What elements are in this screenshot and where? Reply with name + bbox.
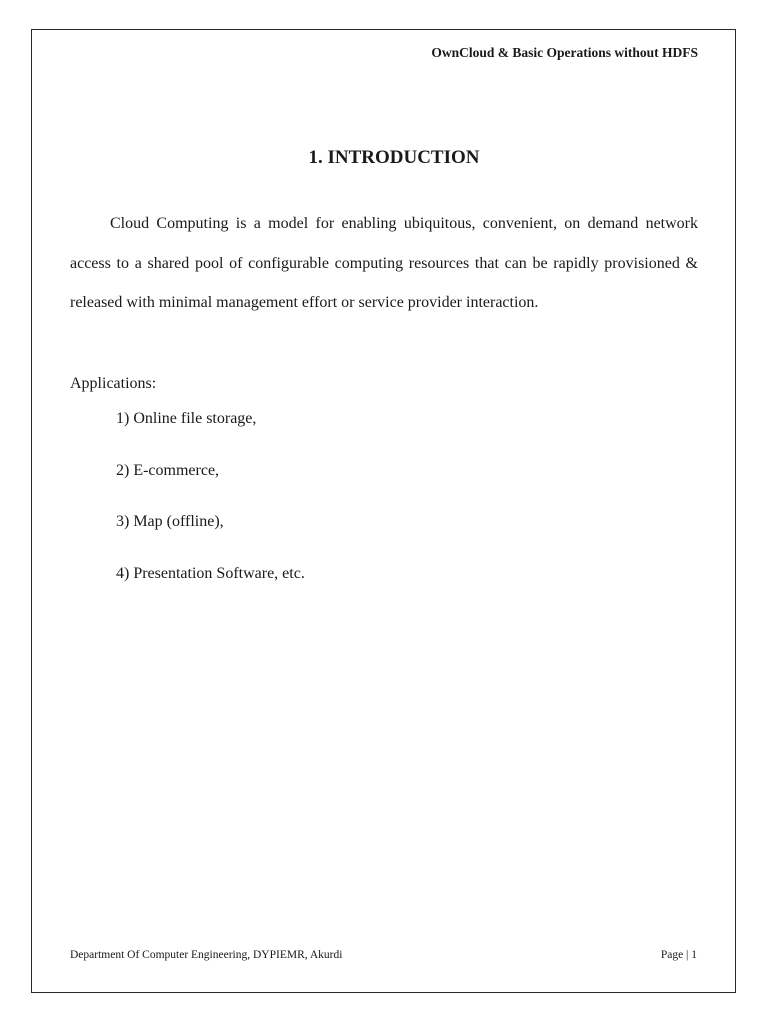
list-item: 3) Map (offline), bbox=[116, 513, 224, 530]
running-header: OwnCloud & Basic Operations without HDFS bbox=[431, 45, 698, 60]
section-title: 1. INTRODUCTION bbox=[308, 147, 480, 168]
intro-paragraph: Cloud Computing is a model for enabling ubiquitous, convenient, on demand network access to a shared pool of configurable computing resources that can be rapidly provisioned & released with minimal management effort or service provider interaction. bbox=[70, 215, 698, 311]
applications-heading: Applications: bbox=[70, 375, 157, 392]
list-item: 1) Online file storage, bbox=[116, 410, 257, 427]
footer-department: Department Of Computer Engineering, DYPIEMR, Akurdi bbox=[70, 949, 343, 961]
list-item: 2) E-commerce, bbox=[116, 461, 220, 479]
applications-list bbox=[116, 410, 305, 616]
footer-page-number: Page | 1 bbox=[660, 949, 697, 961]
list-item: 4) Presentation Software, etc. bbox=[116, 564, 305, 582]
